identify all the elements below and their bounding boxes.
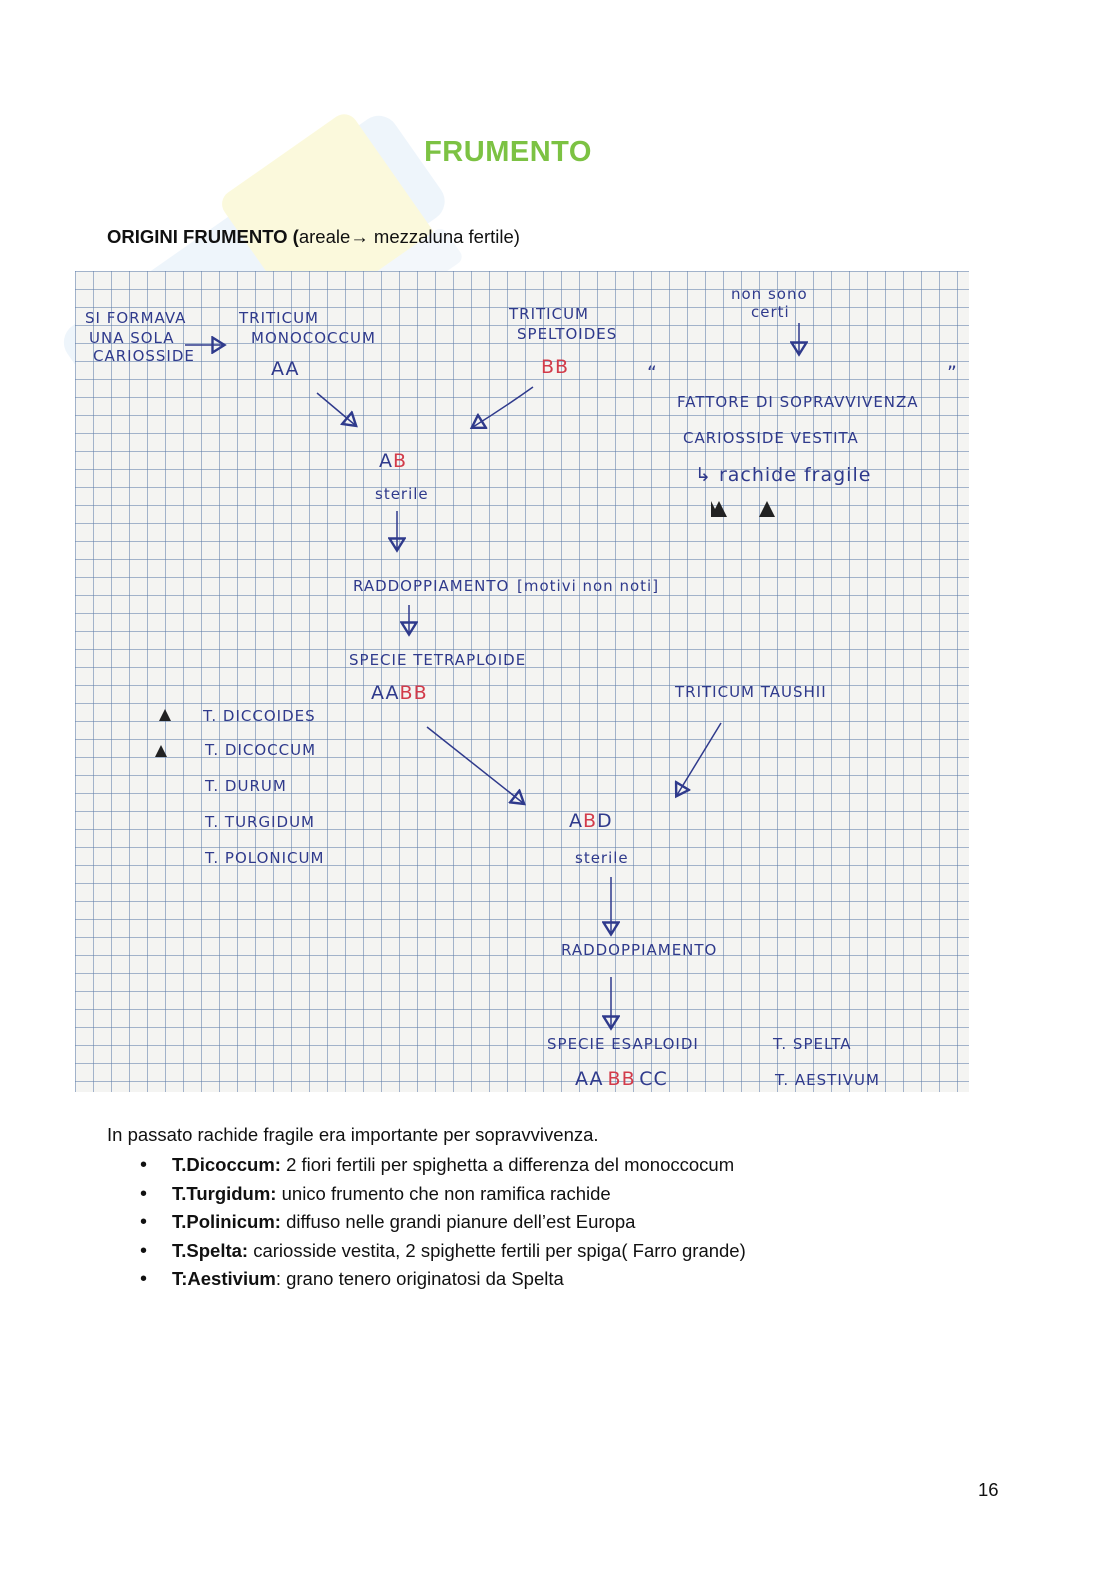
tetraploid-genome: AABB xyxy=(371,682,428,704)
arrow-speltoides-to-hybrid xyxy=(473,387,533,427)
monococcum-line2: MONOCOCCUM xyxy=(251,329,376,347)
list-item xyxy=(140,1208,746,1237)
triangle-marker xyxy=(759,501,775,517)
list-item-term: T:Aestivium xyxy=(172,1268,276,1289)
survival-item1: CARIOSSIDE VESTITA xyxy=(683,429,859,447)
survival-item2: ↳ rachide fragile xyxy=(695,464,872,486)
section-heading-rest: mezzaluna fertile) xyxy=(368,226,520,247)
monococcum-line1: TRITICUM xyxy=(239,309,319,327)
note-top-right-line1: non sono xyxy=(731,285,808,303)
list-item xyxy=(140,1265,746,1294)
survival-factor: FATTORE DI SOPRAVVIVENZA xyxy=(677,393,919,411)
list-item-text: 2 fiori fertili per spighetta a differenza del monoccocum xyxy=(280,1154,735,1175)
page-number: 16 xyxy=(978,1479,999,1500)
list-item-term: T.Dicoccum: xyxy=(172,1154,281,1175)
speltoides-line1: TRITICUM xyxy=(509,305,589,323)
arrow-monococcum-to-hybrid xyxy=(317,393,355,425)
quote-open: “ xyxy=(647,362,658,384)
section-heading xyxy=(107,226,520,248)
note-left-line2: UNA SOLA xyxy=(89,329,175,347)
list-item xyxy=(140,1151,746,1180)
note-top-right-line2: certi xyxy=(751,303,790,321)
list-item-term: T.Turgidum: xyxy=(172,1182,277,1204)
quote-close: ” xyxy=(947,362,958,384)
tetraploid-species-1: T. DICCOIDES xyxy=(203,707,316,725)
section-heading-bold: ORIGINI FRUMENTO ( xyxy=(107,226,299,247)
handwritten-diagram-photo xyxy=(75,271,969,1092)
arrow-right-icon: → xyxy=(350,226,369,247)
hybrid2-status: sterile xyxy=(575,849,629,867)
speltoides-line2: SPELTOIDES xyxy=(517,325,618,343)
tetraploid-species-5: T. POLONICUM xyxy=(205,849,325,867)
tetraploid-species-2: T. DICOCCUM xyxy=(205,741,317,759)
list-item-text: cariosside vestita, 2 spighette fertili per spiga( Farro grande) xyxy=(248,1239,746,1261)
hybrid1-genome-a: AB xyxy=(379,450,408,472)
list-item-term: T.Polinicum: xyxy=(172,1211,281,1232)
triangle-marker xyxy=(155,745,167,757)
arrow-tauschii-to-hybrid2 xyxy=(677,723,721,795)
section-heading-areale: areale xyxy=(298,226,351,247)
arrow-tetraploid-to-hybrid2 xyxy=(427,727,523,803)
tetraploid-species-3: T. DURUM xyxy=(205,777,287,795)
hexaploid-genome: AA BB CC xyxy=(575,1068,668,1090)
list-item-term: T.Spelta: xyxy=(172,1239,249,1261)
tetraploid-species-4: T. TURGIDUM xyxy=(205,813,316,831)
doubling1: RADDOPPIAMENTO xyxy=(353,577,510,595)
intro-paragraph: In passato rachide fragile era importante per sopravvivenza. xyxy=(107,1124,599,1145)
tauschii-label: TRITICUM TAUSHII xyxy=(675,683,827,701)
hexaploid-species-2: T. AESTIVUM xyxy=(775,1071,880,1089)
hexaploid-label: SPECIE ESAPLOIDI xyxy=(547,1035,699,1053)
list-item-text: : grano tenero originatosi da Spelta xyxy=(275,1268,564,1289)
species-bullet-list xyxy=(140,1151,746,1294)
doubling1-note: [motivi non noti] xyxy=(517,577,660,595)
note-left-line3: CARIOSSIDE xyxy=(93,347,195,365)
monococcum-genome: AA xyxy=(271,358,300,380)
list-item xyxy=(140,1237,746,1266)
list-item-text: unico frumento che non ramifica rachide xyxy=(276,1182,611,1204)
speltoides-genome: BB xyxy=(541,356,570,378)
triangle-marker xyxy=(159,709,171,721)
hybrid2-genome: ABD xyxy=(569,810,613,832)
note-left-line1: SI FORMAVA xyxy=(85,309,187,327)
page-title: FRUMENTO xyxy=(424,136,592,168)
diagram-svg xyxy=(75,271,969,1092)
hexaploid-species-1: T. SPELTA xyxy=(773,1035,852,1053)
list-item xyxy=(140,1180,746,1209)
list-item-text: diffuso nelle grandi pianure dell’est Europa xyxy=(280,1211,636,1232)
doubling2: RADDOPPIAMENTO xyxy=(561,941,718,959)
tetraploid-label: SPECIE TETRAPLOIDE xyxy=(349,651,527,669)
hybrid1-status: sterile xyxy=(375,485,429,503)
